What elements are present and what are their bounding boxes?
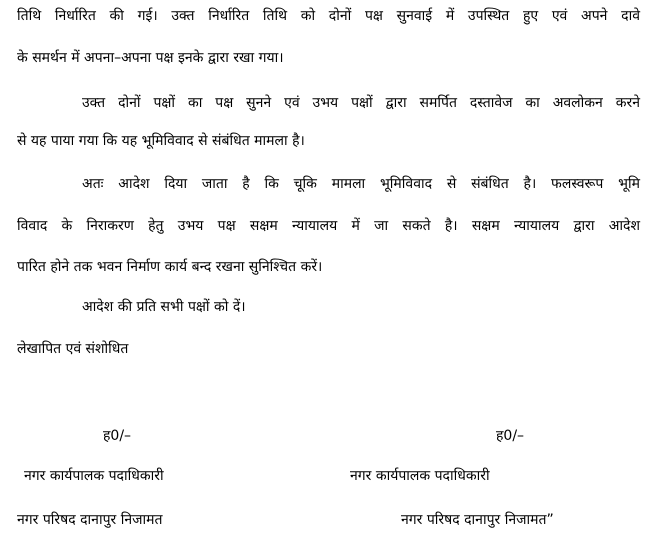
paragraph-line-2: के समर्थन में अपना–अपना पक्ष इनके द्वारा रखा गया। [17, 50, 284, 66]
dictation-note: लेखापित एवं संशोधित [17, 341, 129, 357]
paragraph-line-8: आदेश की प्रति सभी पक्षों को दें। [82, 299, 246, 315]
paragraph-line-4: से यह पाया गया कि यह भूमिविवाद से संबंधित मामला है। [17, 133, 305, 149]
left-signature-mark: ह0/– [103, 428, 132, 444]
paragraph-line-1: तिथि निर्धारित की गई। उक्त निर्धारित तिथि को दोनों पक्ष सुनवाई में उपस्थित हुए एवं अपने दावे [17, 8, 640, 24]
paragraph-line-3: उक्त दोनों पक्षों का पक्ष सुनने एवं उभय पक्षों द्वारा समर्पित दस्तावेज का अवलोकन करने [82, 95, 640, 111]
left-designation: नगर कार्यपालक पदाधिकारी [24, 468, 164, 484]
right-designation: नगर कार्यपालक पदाधिकारी [350, 468, 490, 484]
paragraph-line-5: अतः आदेश दिया जाता है कि चूकि मामला भूमिविवाद से संबंधित है। फलस्वरूप भूमि [82, 176, 640, 192]
left-office: नगर परिषद दानापुर निजामत [17, 512, 163, 528]
right-signature-mark: ह0/– [496, 428, 525, 444]
paragraph-line-6: विवाद के निराकरण हेतु उभय पक्ष सक्षम न्यायालय में जा सकते है। सक्षम न्यायालय द्वारा आदेश [17, 218, 640, 234]
right-office: नगर परिषद दानापुर निजामत” [401, 512, 554, 528]
paragraph-line-7: पारित होने तक भवन निर्माण कार्य बन्द रखना सुनिश्चित करें। [17, 259, 323, 275]
